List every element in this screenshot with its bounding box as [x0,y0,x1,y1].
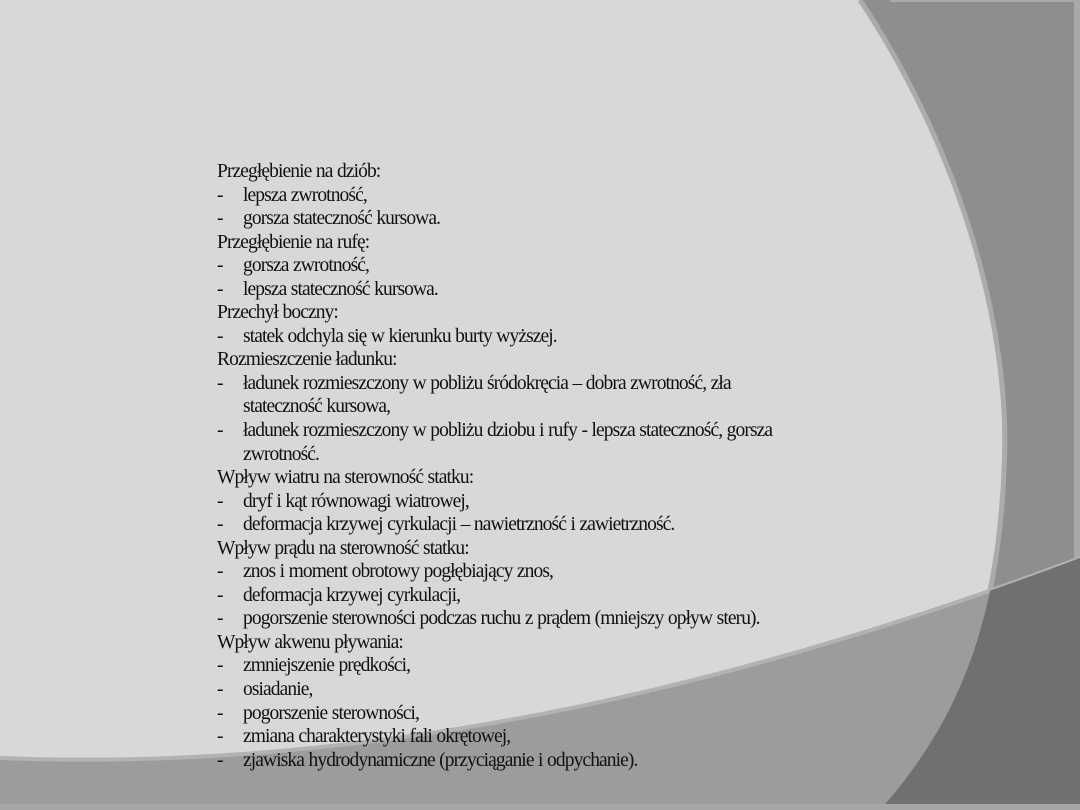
section-cargo-distribution [217,348,837,466]
section-heading: Wpływ wiatru na sterowność statku: [217,467,474,489]
list-item: - zmiana charakterystyki fali okrętowej, [217,726,511,748]
list-item: - deformacja krzywej cyrkulacji – nawietrzność i zawietrzność. [217,514,675,536]
bullet-dash: - [217,208,223,230]
bullet-dash: - [217,608,223,630]
list-item: - statek odchyla się w kierunku burty wyższej. [217,325,557,347]
section-heading: Wpływ akwenu pływania: [217,631,403,653]
bullet-dash: - [217,749,223,771]
list-item: - osiadanie, [217,679,313,701]
section-trim-bow [217,160,837,231]
section-heading: Przechył boczny: [217,302,338,324]
list-item: - ładunek rozmieszczony w pobliżu śródokręcia – dobra zwrotność, zła stateczność kursowa, [217,372,731,418]
bullet-dash: - [217,184,223,206]
bullet-dash: - [217,255,223,277]
section-wind-effect [217,466,837,537]
bullet-dash: - [217,372,223,394]
bullet-dash: - [217,679,223,701]
list-item: - pogorszenie sterowności, [217,702,420,724]
list-item: - dryf i kąt równowagi wiatrowej, [217,490,469,512]
section-heading: Przegłębienie na rufę: [217,231,370,253]
section-heel [217,301,837,348]
bullet-dash: - [217,490,223,512]
section-trim-stern [217,231,837,302]
list-item: - zmniejszenie prędkości, [217,655,411,677]
section-waterway-effect [217,631,837,772]
bullet-dash: - [217,325,223,347]
section-current-effect [217,537,837,631]
list-item: - pogorszenie sterowności podczas ruchu z prądem (mniejszy opływ steru). [217,608,760,630]
list-item: - deformacja krzywej cyrkulacji, [217,584,461,606]
bullet-dash: - [217,655,223,677]
list-item: - zjawiska hydrodynamiczne (przyciąganie i odpychanie). [217,749,638,771]
list-item: - lepsza stateczność kursowa. [217,278,438,300]
list-item: - gorsza stateczność kursowa. [217,208,441,230]
section-heading: Wpływ prądu na sterowność statku: [217,537,469,559]
list-item: - ładunek rozmieszczony w pobliżu dziobu i rufy - lepsza stateczność, gorsza zwrotność. [217,420,773,465]
slide-text-body [217,160,837,772]
bullet-dash: - [217,514,223,536]
list-item: - gorsza zwrotność, [217,255,369,277]
list-item: - lepsza zwrotność, [217,184,367,206]
bullet-dash: - [217,702,223,724]
bullet-dash: - [217,584,223,606]
top-edge-strip [890,0,1080,2]
list-item: - znos i moment obrotowy pogłębiający znos, [217,561,554,583]
bullet-dash: - [217,726,223,748]
bullet-dash: - [217,420,223,442]
section-heading: Przegłębienie na dziób: [217,161,381,182]
bottom-edge-strip [0,804,1080,810]
bullet-dash: - [217,278,223,300]
section-heading: Rozmieszczenie ładunku: [217,349,397,371]
bullet-dash: - [217,561,223,583]
